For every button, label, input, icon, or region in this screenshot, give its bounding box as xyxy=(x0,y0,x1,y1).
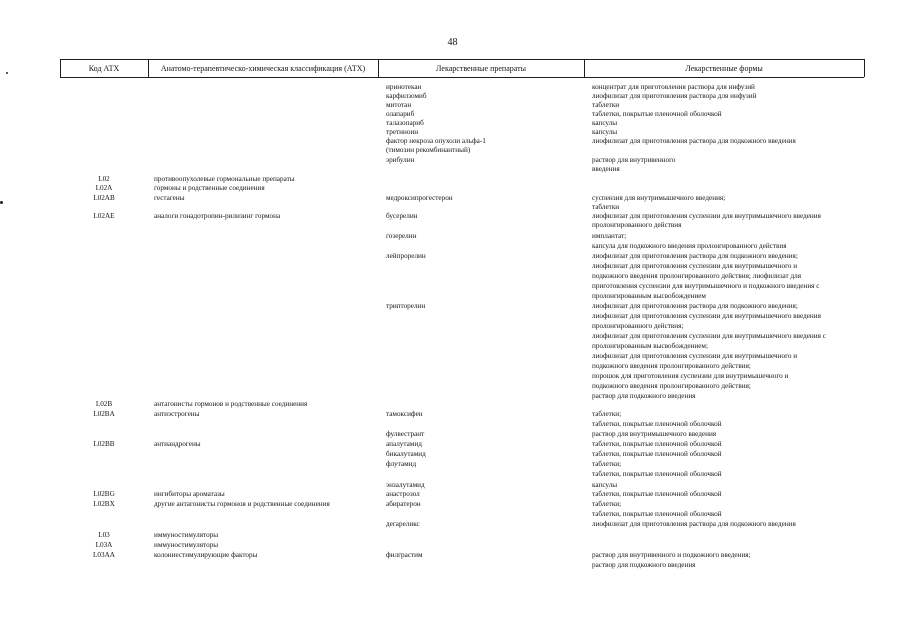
atc-classification: колониестимулирующие факторы xyxy=(154,551,258,559)
dosage-form: таблетки; xyxy=(592,460,622,468)
dosage-form: лиофилизат для приготовления суспензии для внутримышечного введения xyxy=(592,212,821,220)
dosage-form: капсулы xyxy=(592,128,618,136)
dosage-form: капсулы xyxy=(592,481,618,489)
dosage-form: лиофилизат для приготовления раствора для инфузий xyxy=(592,92,757,100)
dosage-form: таблетки; xyxy=(592,500,622,508)
drug-name: медроксипрогестерон xyxy=(386,194,453,202)
drug-name: эрибулин xyxy=(386,156,415,164)
drug-name: бикалутамид xyxy=(386,450,426,458)
drug-name: филграстим xyxy=(386,551,423,559)
atc-code: L02 xyxy=(98,175,110,183)
dosage-form: пролонгированным высвобождением xyxy=(592,292,706,300)
dosage-form: таблетки, покрытые пленочной оболочкой xyxy=(592,110,722,118)
atc-classification: иммуностимуляторы xyxy=(154,531,219,539)
dosage-form: таблетки, покрытые пленочной оболочкой xyxy=(592,420,722,428)
atc-classification: антиэстрогены xyxy=(154,410,200,418)
dosage-form: таблетки, покрытые пленочной оболочкой xyxy=(592,470,722,478)
drug-name: флутамид xyxy=(386,460,417,468)
atc-classification: аналоги гонадотропин-рилизинг гормона xyxy=(154,212,281,220)
scan-mark xyxy=(0,201,3,204)
dosage-form: раствор для подкожного введения xyxy=(592,561,696,569)
dosage-form: таблетки, покрытые пленочной оболочкой xyxy=(592,440,722,448)
atc-classification: противоопухолевые гормональные препараты xyxy=(154,175,295,183)
atc-code: L02A xyxy=(95,184,113,192)
header-drugs: Лекарственные препараты xyxy=(436,64,526,73)
dosage-form: введения xyxy=(592,165,620,173)
atc-code: L03A xyxy=(95,541,113,549)
dosage-form: капсулы xyxy=(592,119,618,127)
dosage-form: подкожного введения пролонгированного действия; xyxy=(592,362,751,370)
dosage-form: приготовления суспензии для внутримышечного и подкожного введения с xyxy=(592,282,820,290)
dosage-form: таблетки xyxy=(592,101,620,109)
dosage-form: лиофилизат для приготовления раствора для подкожного введения; xyxy=(592,252,798,260)
atc-classification: ингибиторы ароматазы xyxy=(154,490,225,498)
header-code: Код АТХ xyxy=(88,64,120,73)
atc-code: L02BB xyxy=(93,440,115,448)
header-forms: Лекарственные формы xyxy=(685,64,763,73)
dosage-form: порошок для приготовления суспензии для внутримышечного и xyxy=(592,372,789,380)
drug-name: абиратерон xyxy=(386,500,421,508)
atc-classification: гестагены xyxy=(154,194,185,202)
dosage-form: раствор для внутривенного и подкожного введения; xyxy=(592,551,751,559)
dosage-form: таблетки, покрытые пленочной оболочкой xyxy=(592,510,722,518)
atc-code: L02AB xyxy=(93,194,115,202)
dosage-form: пролонгированным высвобождением; xyxy=(592,342,708,350)
drug-name: лейпрорелин xyxy=(386,252,426,260)
dosage-form: раствор для подкожного введения xyxy=(592,392,696,400)
dosage-form: суспензия для внутримышечного введения; xyxy=(592,194,726,202)
drug-name: олапариб xyxy=(386,110,415,118)
atc-classification: другие антагонисты гормонов и родственные соединения xyxy=(154,500,330,508)
atc-classification: антагонисты гормонов и родственные соединения xyxy=(154,400,308,408)
page-number: 48 xyxy=(447,37,458,48)
atc-classification: антиандрогены xyxy=(154,440,201,448)
table-top-border xyxy=(60,59,864,60)
dosage-form: пролонгированного действия xyxy=(592,221,682,229)
dosage-form: лиофилизат для приготовления раствора для подкожного введения; xyxy=(592,302,798,310)
drug-name: фулвестрант xyxy=(386,430,425,438)
atc-classification: гормоны и родственные соединения xyxy=(154,184,265,192)
dosage-form: таблетки; xyxy=(592,410,622,418)
dosage-form: лиофилизат для приготовления суспензии для внутримышечного введения xyxy=(592,312,821,320)
drug-name: иринотекан xyxy=(386,83,422,91)
dosage-form: подкожного введения пролонгированного действия; лиофилизат для xyxy=(592,272,802,280)
drug-name: трипторелин xyxy=(386,302,426,310)
drug-name: анастрозол xyxy=(386,490,420,498)
dosage-form: таблетки, покрытые пленочной оболочкой xyxy=(592,450,722,458)
drug-name: третиноин xyxy=(386,128,419,136)
dosage-form: капсула для подкожного введения пролонгированного действия xyxy=(592,242,787,250)
drug-name: митотан xyxy=(386,101,412,109)
drug-name: бусерелин xyxy=(386,212,418,220)
dosage-form: раствор для внутримышечного введения xyxy=(592,430,717,438)
dosage-form: подкожного введения пролонгированного действия; xyxy=(592,382,751,390)
dosage-form: лиофилизат для приготовления раствора для подкожного введения xyxy=(592,520,796,528)
drug-name: гозерелин xyxy=(386,232,417,240)
drug-name: талазопариб xyxy=(386,119,424,127)
drug-name: дегареликс xyxy=(386,520,420,528)
atc-code: L02B xyxy=(95,400,113,408)
drug-name: (тимозин рекомбинантный) xyxy=(386,146,471,154)
drug-name: апалутамид xyxy=(386,440,422,448)
dosage-form: лиофилизат для приготовления раствора для подкожного введения xyxy=(592,137,796,145)
atc-code: L02BX xyxy=(93,500,115,508)
dosage-form: таблетки, покрытые пленочной оболочкой xyxy=(592,490,722,498)
atc-code: L02BA xyxy=(93,410,115,418)
atc-code: L02BG xyxy=(93,490,115,498)
drug-name: фактор некроза опухоли альфа-1 xyxy=(386,137,486,145)
table-header-border xyxy=(60,77,864,78)
dosage-form: лиофилизат для приготовления суспензии для внутримышечного введения с xyxy=(592,332,826,340)
header-classification: Анатомо-терапевтическо-химическая классификация (АТХ) xyxy=(160,64,366,73)
dosage-form: таблетки xyxy=(592,203,620,211)
drug-name: карфилзомиб xyxy=(386,92,427,100)
dosage-form: раствор для внутривенного xyxy=(592,156,676,164)
atc-code: L03AA xyxy=(93,551,115,559)
scan-mark xyxy=(6,72,8,74)
dosage-form: лиофилизат для приготовления суспензии для внутримышечного и xyxy=(592,352,798,360)
dosage-form: пролонгированного действия; xyxy=(592,322,684,330)
dosage-form: концентрат для приготовления раствора для инфузий xyxy=(592,83,755,91)
atc-classification: иммуностимуляторы xyxy=(154,541,219,549)
atc-code: L03 xyxy=(98,531,110,539)
dosage-form: имплантат; xyxy=(592,232,627,240)
drug-name: тамоксифен xyxy=(386,410,423,418)
drug-name: энзалутамид xyxy=(386,481,425,489)
dosage-form: лиофилизат для приготовления суспензии для внутримышечного и xyxy=(592,262,798,270)
column-divider xyxy=(864,59,865,77)
atc-code: L02AE xyxy=(93,212,115,220)
